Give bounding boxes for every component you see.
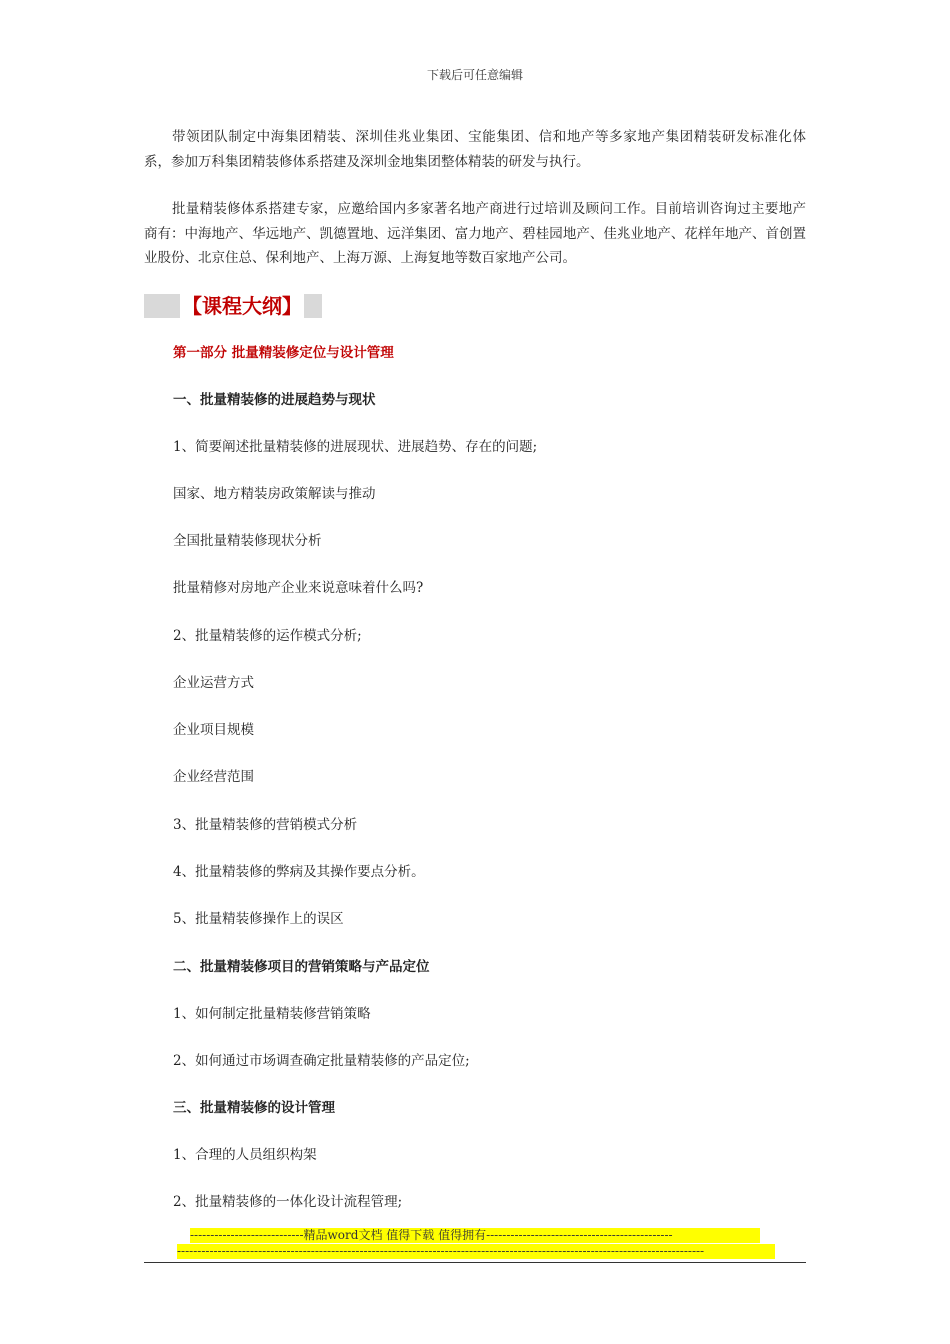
section-heading-1: 一、批量精装修的进展趋势与现状 (173, 392, 376, 408)
outline-item: 3、批量精装修的营销模式分析 (173, 817, 358, 833)
outline-item: 2、批量精装修的运作模式分析; (173, 628, 362, 644)
page-header: 下载后可任意编辑 (426, 68, 523, 82)
footer-banner-line-2: ---------------------------------------------------------------------------------------------------------------------------------- (177, 1244, 775, 1259)
intro-paragraph-1: 带领团队制定中海集团精装、深圳佳兆业集团、宝能集团、信和地产等多家地产集团精装研发标准化体系，参加万科集团精装修体系搭建及深圳金地集团整体精装的研发与执行。 (144, 129, 806, 170)
footer-divider (144, 1262, 806, 1263)
outline-item: 1、如何制定批量精装修营销策略 (173, 1006, 371, 1022)
outline-subitem: 企业项目规模 (173, 722, 254, 738)
section-heading-3: 三、批量精装修的设计管理 (173, 1100, 335, 1116)
outline-item: 1、合理的人员组织构架 (173, 1147, 317, 1163)
outline-item: 5、批量精装修操作上的误区 (173, 911, 344, 927)
outline-subitem: 全国批量精装修现状分析 (173, 533, 322, 549)
outline-subitem: 企业经营范围 (173, 769, 254, 785)
outline-subitem: 企业运营方式 (173, 675, 254, 691)
footer-banner-line-1: ----------------------------精品word文档 值得下载 值得拥有---------------------------------------------- (190, 1228, 760, 1243)
outline-title: 【课程大纲】 (182, 294, 302, 318)
outline-item: 2、如何通过市场调查确定批量精装修的产品定位; (173, 1053, 470, 1069)
outline-subitem: 批量精修对房地产企业来说意味着什么吗? (173, 580, 424, 596)
intro-paragraph-2: 批量精装修体系搭建专家，应邀给国内多家著名地产商进行过培训及顾问工作。目前培训咨询过主要地产商有：中海地产、华远地产、凯德置地、远洋集团、富力地产、碧桂园地产、佳兆业地产、花样年地产、首创置业股份、北京住总、保利地产、上海万源、上海复地等数百家地产公司。 (144, 201, 806, 266)
part-heading: 第一部分 批量精装修定位与设计管理 (173, 345, 394, 361)
section-heading-2: 二、批量精装修项目的营销策略与产品定位 (173, 959, 430, 975)
outline-item: 1、简要阐述批量精装修的进展现状、进展趋势、存在的问题; (173, 439, 538, 455)
outline-subitem: 国家、地方精装房政策解读与推动 (173, 486, 376, 502)
outline-item: 2、批量精装修的一体化设计流程管理; (173, 1194, 403, 1210)
outline-item: 4、批量精装修的弊病及其操作要点分析。 (173, 864, 425, 880)
